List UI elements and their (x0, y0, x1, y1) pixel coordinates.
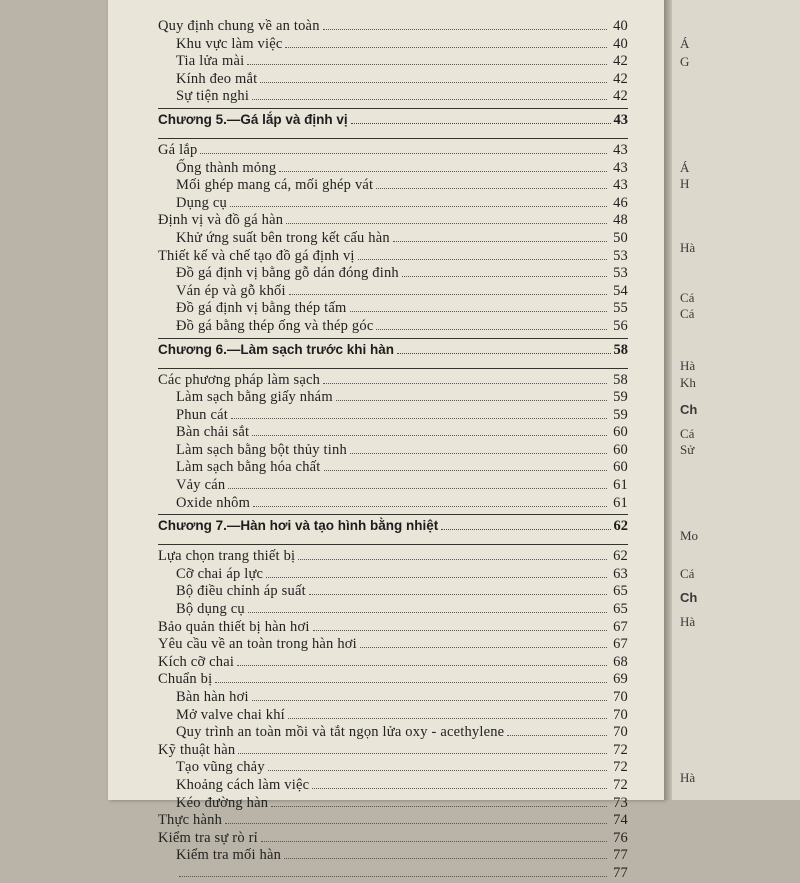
entry-title: Lựa chọn trang thiết bị (158, 548, 296, 565)
entry-page-number: 72 (613, 759, 628, 776)
entry-page-number: 48 (613, 212, 628, 229)
toc-subsection-entry (158, 318, 628, 336)
toc-subsection-entry (158, 795, 628, 813)
entry-page-number: 73 (613, 794, 628, 811)
entry-title: Đồ gá định vị bằng thép tấm (176, 300, 347, 317)
adjacent-page-text-fragment: Cá (680, 290, 695, 305)
entry-title: Mối ghép mang cá, mối ghép vát (176, 177, 374, 194)
toc-subsection-entry (158, 759, 628, 777)
toc-subsection-entry (158, 265, 628, 283)
chapter-title: Chương 7.—Hàn hơi và tạo hình bằng nhiệt (158, 518, 439, 534)
dot-leader (358, 259, 607, 260)
entry-title: Khử ứng suất bên trong kết cấu hàn (176, 229, 390, 246)
entry-page-number: 70 (613, 706, 628, 723)
adjacent-page-text-fragment: Kh (680, 375, 696, 390)
dot-leader (248, 612, 607, 613)
entry-title: Quy trình an toàn mồi và tắt ngọn lửa oxy - acethylene (176, 724, 505, 741)
entry-title: Ván ép và gỗ khối (176, 282, 286, 299)
dot-leader (215, 682, 607, 683)
entry-page-number: 70 (613, 689, 628, 705)
toc-subsection-entry (158, 300, 628, 318)
entry-title: Kéo đường hàn (176, 794, 269, 811)
adjacent-page-edge (672, 0, 800, 800)
entry-title: Dụng cụ (176, 194, 227, 211)
dot-leader (351, 123, 611, 124)
toc-subsection-entry (158, 442, 628, 460)
toc-subsection-entry (158, 53, 628, 71)
entry-page-number: 42 (613, 53, 628, 70)
toc-section-entry (158, 18, 628, 36)
entry-title: Đồ gá định vị bằng gỗ dán đóng đinh (176, 265, 399, 282)
entry-page-number: 59 (613, 406, 628, 423)
entry-page-number: 46 (613, 194, 628, 211)
toc-subsection-entry (158, 583, 628, 601)
toc-subsection-entry (158, 847, 628, 865)
dot-leader (336, 400, 607, 401)
entry-title: Kính đeo mắt (176, 70, 258, 87)
entry-page-number: 54 (613, 282, 628, 299)
adjacent-page-text-fragment: Cá (680, 306, 695, 321)
chapter-rule-bottom (158, 544, 628, 545)
adjacent-page-text-fragment: Hà (680, 614, 696, 629)
dot-leader (253, 506, 607, 507)
entry-page-number: 76 (613, 829, 628, 846)
adjacent-page-text-fragment: Hà (680, 358, 696, 373)
toc-section-entry (158, 142, 628, 160)
entry-title: Làm sạch bằng giấy nhám (176, 389, 333, 406)
adjacent-page-text-fragment: G (680, 54, 690, 69)
toc-subsection-entry (158, 777, 628, 795)
adjacent-page-text-fragment: Hà (680, 240, 696, 255)
toc-subsection-entry (158, 477, 628, 495)
entry-page-number: 43 (613, 159, 628, 176)
entry-page-number: 43 (613, 141, 628, 158)
chapter-title: Chương 6.—Làm sạch trước khi hàn (158, 341, 395, 357)
entry-title: Các phương pháp làm sạch (158, 371, 321, 388)
toc-section-entry (158, 548, 628, 566)
dot-leader (228, 488, 607, 489)
dot-leader (288, 718, 607, 719)
entry-title: Bảo quản thiết bị hàn hơi (158, 618, 310, 635)
entry-title: Yêu cầu về an toàn trong hàn hơi (158, 636, 357, 653)
toc-section-entry (158, 654, 628, 672)
dot-leader (285, 47, 607, 48)
entry-page-number: 50 (613, 229, 628, 246)
dot-leader (350, 311, 607, 312)
toc-section-entry (158, 671, 628, 689)
entry-title: Gá lắp (158, 141, 198, 158)
entry-title: Quy định chung về an toàn (158, 18, 320, 34)
toc-subsection-entry (158, 230, 628, 248)
entry-title: Oxide nhôm (176, 494, 251, 511)
toc-subsection-entry (158, 689, 628, 707)
entry-page-number: 70 (613, 724, 628, 741)
entry-title: Ống thành mỏng (176, 159, 277, 176)
entry-title: Làm sạch bằng hóa chất (176, 459, 321, 476)
dot-leader (252, 435, 607, 436)
toc-section-entry (158, 830, 628, 848)
dot-leader (298, 559, 607, 560)
dot-leader (266, 577, 607, 578)
entry-title: Bàn chải sắt (176, 424, 250, 441)
toc-subsection-entry (158, 424, 628, 442)
dot-leader (260, 82, 607, 83)
toc-subsection-entry (158, 160, 628, 178)
adjacent-page-text-fragment: Hà (680, 770, 696, 785)
book-gutter (664, 0, 672, 800)
entry-title: Khoảng cách làm việc (176, 776, 310, 793)
chapter-rule-bottom (158, 368, 628, 369)
table-of-contents (158, 18, 628, 883)
dot-leader (286, 223, 607, 224)
chapter-page-number: 43 (613, 111, 628, 128)
adjacent-page-text-fragment: Cá (680, 426, 695, 441)
adjacent-page-text-fragment: H (680, 176, 690, 191)
dot-leader (441, 529, 610, 530)
dot-leader (507, 735, 607, 736)
toc-subsection-entry (158, 407, 628, 425)
entry-page-number: 77 (613, 847, 628, 864)
dot-leader (268, 770, 607, 771)
dot-leader (350, 453, 607, 454)
entry-page-number: 72 (613, 776, 628, 793)
entry-page-number: 69 (613, 671, 628, 688)
toc-section-entry (158, 742, 628, 760)
entry-page-number: 40 (613, 18, 628, 34)
entry-page-number: 67 (613, 618, 628, 635)
entry-page-number: 60 (613, 459, 628, 476)
toc-section-entry (158, 372, 628, 390)
dot-leader (252, 700, 607, 701)
chapter-heading (158, 518, 628, 542)
entry-page-number: 56 (613, 317, 628, 334)
entry-title: Thực hành (158, 812, 223, 829)
entry-title: Kích cỡ chai (158, 653, 235, 670)
entry-page-number: 53 (613, 247, 628, 264)
dot-leader (279, 171, 607, 172)
toc-subsection-entry (158, 865, 628, 883)
entry-title: Định vị và đồ gá hàn (158, 212, 284, 229)
chapter-rule-top (158, 514, 628, 515)
entry-title: Bộ điều chỉnh áp suất (176, 583, 306, 600)
entry-page-number: 61 (613, 494, 628, 511)
dot-leader (397, 353, 610, 354)
dot-leader (323, 29, 607, 30)
toc-subsection-entry (158, 495, 628, 513)
adjacent-page-text-fragment: Ch (680, 590, 698, 605)
adjacent-page-text-fragment: Á (680, 160, 690, 175)
dot-leader (231, 418, 607, 419)
entry-title: Phun cát (176, 406, 228, 423)
dot-leader (323, 383, 607, 384)
toc-subsection-entry (158, 71, 628, 89)
entry-page-number: 60 (613, 441, 628, 458)
toc-subsection-entry (158, 601, 628, 619)
entry-page-number: 43 (613, 177, 628, 194)
dot-leader (179, 876, 607, 877)
dot-leader (225, 823, 607, 824)
entry-title: Tia lửa mài (176, 53, 245, 70)
entry-page-number: 55 (613, 300, 628, 317)
dot-leader (261, 841, 607, 842)
adjacent-page-text-fragment: Á (680, 36, 690, 51)
entry-title: Sự tiện nghi (176, 88, 250, 105)
chapter-heading (158, 342, 628, 366)
entry-page-number: 42 (613, 88, 628, 105)
entry-title: Đồ gá bằng thép ống và thép góc (176, 317, 374, 334)
entry-page-number: 59 (613, 389, 628, 406)
adjacent-page-text-fragment: Ch (680, 402, 698, 417)
entry-title: Khu vực làm việc (176, 35, 283, 52)
toc-subsection-entry (158, 389, 628, 407)
toc-section-entry (158, 619, 628, 637)
entry-title: Bộ dụng cụ (176, 601, 245, 618)
entry-page-number: 65 (613, 583, 628, 600)
entry-page-number: 61 (613, 477, 628, 494)
entry-page-number: 67 (613, 636, 628, 653)
entry-title: Bàn hàn hơi (176, 689, 249, 705)
dot-leader (376, 188, 607, 189)
chapter-rule-top (158, 108, 628, 109)
dot-leader (402, 276, 607, 277)
dot-leader (237, 665, 607, 666)
entry-title: Kiểm tra sự rò rỉ (158, 829, 258, 846)
entry-page-number: 74 (613, 812, 628, 829)
adjacent-page-text-fragment: Mo (680, 528, 699, 543)
toc-subsection-entry (158, 566, 628, 584)
dot-leader (324, 470, 607, 471)
toc-subsection-entry (158, 88, 628, 106)
toc-section-entry (158, 636, 628, 654)
toc-section-entry (158, 212, 628, 230)
toc-section-entry (158, 248, 628, 266)
entry-title: Tạo vũng chảy (176, 759, 265, 776)
entry-title: Vảy cán (176, 477, 226, 494)
chapter-title: Chương 5.—Gá lắp và định vị (158, 111, 348, 127)
dot-leader (313, 630, 607, 631)
entry-page-number: 60 (613, 424, 628, 441)
entry-page-number: 72 (613, 741, 628, 758)
entry-page-number: 63 (613, 565, 628, 582)
chapter-heading (158, 112, 628, 136)
dot-leader (309, 594, 607, 595)
chapter-rule-bottom (158, 138, 628, 139)
entry-page-number: 58 (613, 371, 628, 388)
adjacent-page-text-fragment: Cá (680, 566, 695, 581)
chapter-page-number: 62 (613, 518, 628, 535)
toc-subsection-entry (158, 36, 628, 54)
entry-page-number: 77 (613, 864, 628, 881)
dot-leader (393, 241, 607, 242)
dot-leader (230, 206, 607, 207)
entry-title: Kỹ thuật hàn (158, 741, 236, 758)
entry-page-number: 65 (613, 601, 628, 618)
toc-subsection-entry (158, 195, 628, 213)
adjacent-page-text-fragment: Sử (680, 442, 695, 457)
toc-subsection-entry (158, 177, 628, 195)
dot-leader (376, 329, 607, 330)
chapter-rule-top (158, 338, 628, 339)
toc-subsection-entry (158, 283, 628, 301)
entry-page-number: 68 (613, 653, 628, 670)
entry-title: Mở valve chai khí (176, 706, 285, 723)
entry-title: Làm sạch bằng bột thủy tinh (176, 441, 347, 458)
toc-subsection-entry (158, 707, 628, 725)
chapter-page-number: 58 (613, 341, 628, 358)
entry-page-number: 53 (613, 265, 628, 282)
dot-leader (312, 788, 607, 789)
dot-leader (247, 64, 607, 65)
entry-title: Thiết kế và chế tạo đồ gá định vị (158, 247, 355, 264)
dot-leader (271, 806, 607, 807)
dot-leader (284, 858, 607, 859)
entry-page-number: 42 (613, 70, 628, 87)
entry-page-number: 40 (613, 35, 628, 52)
toc-section-entry (158, 812, 628, 830)
entry-page-number: 62 (613, 548, 628, 565)
dot-leader (200, 153, 607, 154)
entry-title: Chuẩn bị (158, 671, 213, 688)
dot-leader (238, 753, 607, 754)
dot-leader (252, 99, 607, 100)
dot-leader (289, 294, 607, 295)
entry-title: Cỡ chai áp lực (176, 565, 264, 582)
book-page (108, 0, 664, 881)
dot-leader (360, 647, 607, 648)
toc-subsection-entry (158, 459, 628, 477)
entry-title: Kiểm tra mối hàn (176, 847, 282, 864)
toc-subsection-entry (158, 724, 628, 742)
